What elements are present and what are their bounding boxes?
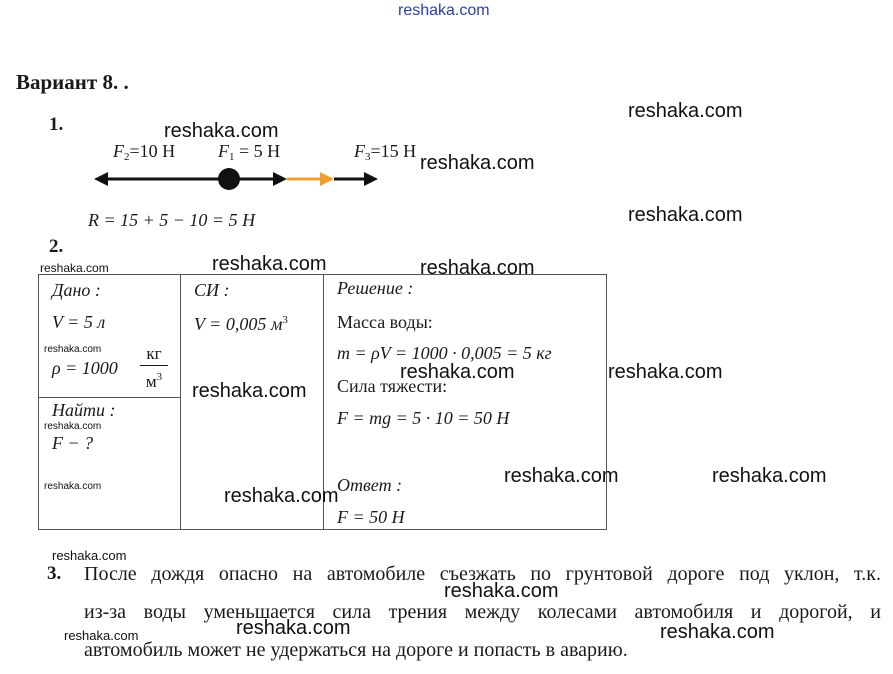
si-header: СИ : xyxy=(194,280,230,300)
force-value: =15 Н xyxy=(370,141,417,161)
watermark: reshaka.com xyxy=(712,465,827,487)
density-unit xyxy=(140,344,168,392)
watermark: reshaka.com xyxy=(420,152,535,174)
unit-numerator: кг xyxy=(146,344,162,363)
mass-label: Масса воды: xyxy=(337,312,433,332)
watermark: reshaka.com xyxy=(660,621,775,643)
gravity-label: Сила тяжести: xyxy=(337,376,448,396)
result-formula: R = 15 + 5 − 10 = 5 Н xyxy=(88,210,256,230)
force-subscript: 3 xyxy=(365,151,371,163)
watermark: reshaka.com xyxy=(192,380,307,402)
task3-paragraph xyxy=(84,555,881,669)
unit-denominator xyxy=(140,367,168,392)
watermark-small: reshaka.com xyxy=(44,421,102,432)
force-symbol: F xyxy=(113,141,124,161)
watermark: reshaka.com xyxy=(400,361,515,383)
find-header: Найти : xyxy=(52,400,116,420)
watermark: reshaka.com xyxy=(164,120,279,142)
force-subscript: 1 xyxy=(229,151,235,163)
task2-number: 2. xyxy=(49,236,64,257)
watermark: reshaka.com xyxy=(236,617,351,639)
given-header: Дано : xyxy=(52,280,101,300)
paragraph-line: автомобиль может не удержаться на дороге и попасть в аварию. xyxy=(84,639,628,661)
task1-number: 1. xyxy=(49,114,64,135)
si-value-text: V = 0,005 м xyxy=(194,314,283,334)
force-highlight-arrowhead xyxy=(320,172,334,186)
watermark: reshaka.com xyxy=(628,204,743,226)
answer-value: F = 50 Н xyxy=(337,507,405,527)
force-f1-arrowhead xyxy=(273,172,287,186)
solution-header: Решение : xyxy=(337,278,414,298)
force-f2-arrowhead xyxy=(94,172,108,186)
body-point xyxy=(218,168,240,190)
watermark: reshaka.com xyxy=(628,100,743,122)
watermark: reshaka.com xyxy=(608,361,723,383)
force-value: = 5 Н xyxy=(234,141,281,161)
mass-formula: m = ρV = 1000 · 0,005 = 5 кг xyxy=(337,343,552,363)
watermark-small: reshaka.com xyxy=(40,261,109,275)
watermark: reshaka.com xyxy=(212,253,327,275)
header-watermark: reshaka.com xyxy=(398,2,490,19)
force-value: =10 Н xyxy=(129,141,176,161)
given-volume: V = 5 л xyxy=(52,312,106,332)
table-divider xyxy=(180,275,181,529)
force-subscript: 2 xyxy=(124,151,130,163)
force-symbol: F xyxy=(354,141,365,161)
watermark-small: reshaka.com xyxy=(44,481,102,492)
unit-fraction-bar xyxy=(140,365,168,366)
watermark: reshaka.com xyxy=(504,465,619,487)
find-value: F − ? xyxy=(52,433,94,453)
watermark-small: reshaka.com xyxy=(52,548,127,563)
unit-exponent: 3 xyxy=(156,371,163,383)
force-symbol: F xyxy=(218,141,229,161)
watermark: reshaka.com xyxy=(444,580,559,602)
paragraph-line: из-за воды уменьшается сила трения между колесами автомобиля и дорогой, и xyxy=(84,601,881,623)
gravity-formula: F = mg = 5 · 10 = 50 Н xyxy=(337,408,510,428)
watermark-small: reshaka.com xyxy=(44,344,102,355)
paragraph-line: После дождя опасно на автомобиле съезжать по грунтовой дороге под уклон, т.к. xyxy=(84,563,881,585)
force-f3-arrowhead xyxy=(364,172,378,186)
variant-title: Вариант 8. . xyxy=(16,70,129,94)
task3-number: 3. xyxy=(47,563,62,584)
watermark-small: reshaka.com xyxy=(64,628,139,643)
si-exponent: 3 xyxy=(282,314,288,326)
si-value xyxy=(194,314,288,335)
force-f3-label xyxy=(354,141,416,163)
watermark: reshaka.com xyxy=(224,485,339,507)
watermark: reshaka.com xyxy=(420,257,535,279)
answer-header: Ответ : xyxy=(337,475,403,495)
force-f2-label xyxy=(113,141,175,163)
force-f1-label xyxy=(218,141,280,163)
table-divider xyxy=(39,397,180,398)
given-density: ρ = 1000 xyxy=(52,358,118,378)
unit-denominator-base: м xyxy=(145,372,157,391)
